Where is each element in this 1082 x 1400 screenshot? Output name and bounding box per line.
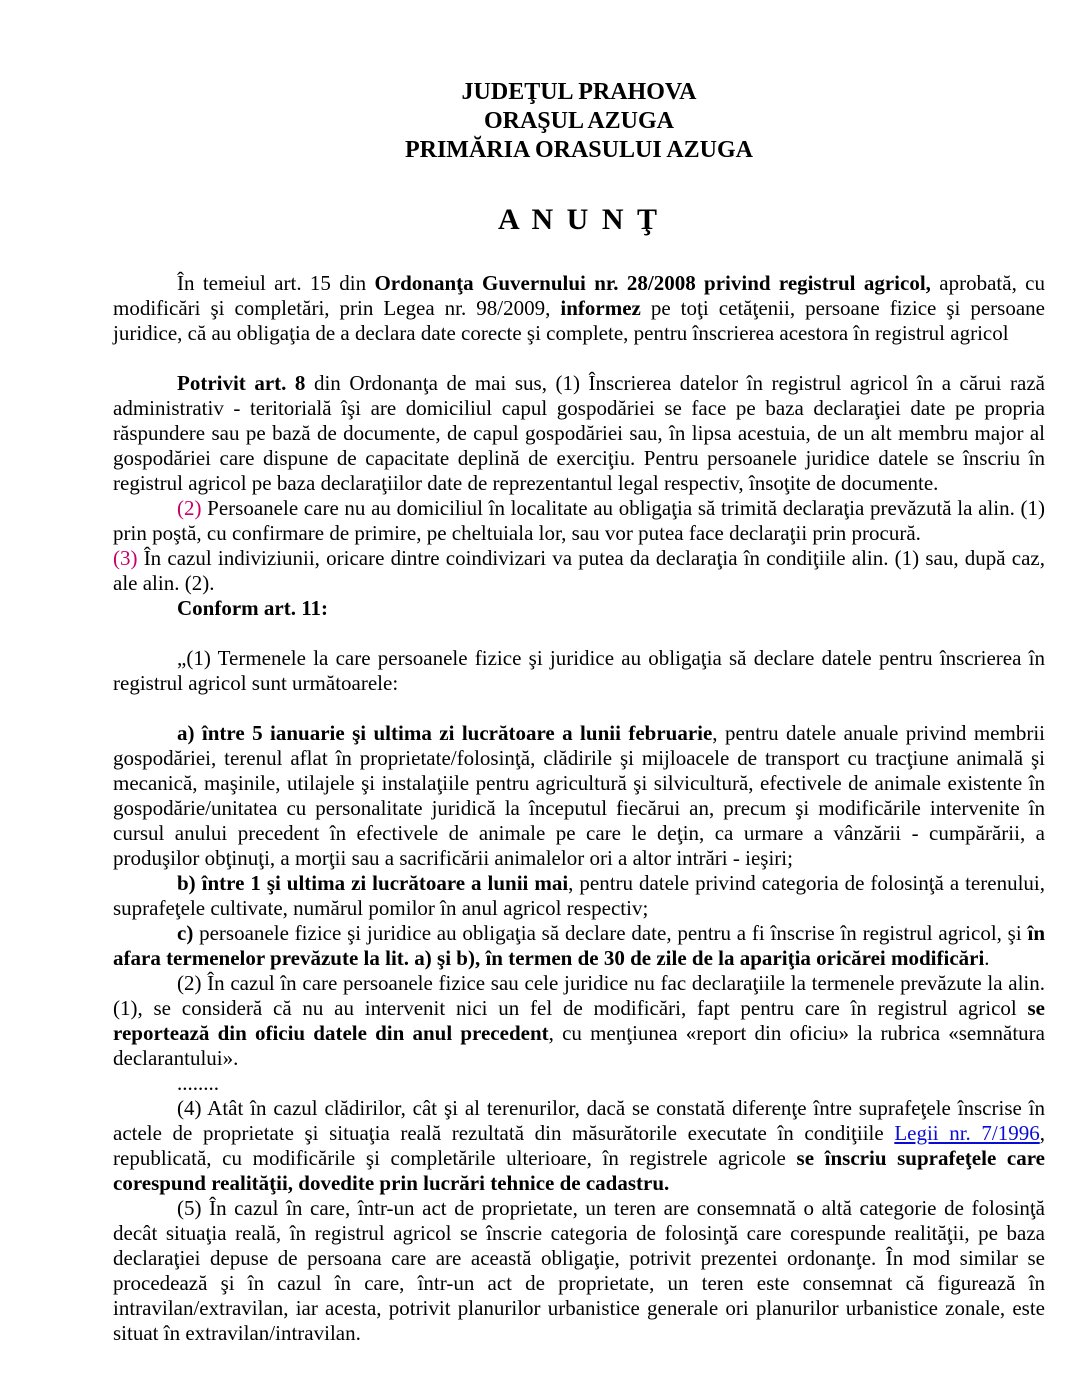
alin4-cadastru-bold: se înscriu suprafeţele care corespund realităţii, dovedite prin lucrări tehnice de cadastru. [113, 1146, 1045, 1195]
paragraph-lit-b [113, 871, 1045, 921]
lit-c-period: . [984, 946, 990, 970]
intro-text-start: În temeiul art. 15 din [177, 271, 375, 295]
paragraph-alin5 [113, 1196, 1045, 1346]
report-text-end: , cu menţiunea «report din oficiu» la rubrica «semnătura declarantului». [113, 1021, 1045, 1070]
alin4-text-start: (4) Atât în cazul clădirilor, cât şi al terenurilor, dacă se constată diferenţe între suprafeţele înscrise în actele de proprietate şi situaţia reală rezultată din măsurătorile executate în condiţiile [113, 1096, 1045, 1145]
alin2-text: Persoanele care nu au domiciliul în localitate au obligaţia să trimită declaraţia prevăzută la alin. (1) prin poştă, cu confirmare de primire, pe cheltuiala lor, sau vor putea face declaraţii prin procură. [113, 496, 1045, 545]
paragraph-lit-a [113, 721, 1045, 871]
header-institution: PRIMĂRIA ORASULUI AZUGA [404, 137, 754, 163]
lit-b-text: , pentru datele privind categoria de folosinţă a terenului, suprafeţele cultivate, numărul pomilor în anul agricol respectiv; [113, 871, 1045, 920]
paragraph-ellipsis [113, 1071, 1045, 1096]
paragraph-alin4 [113, 1096, 1045, 1196]
alin2-marker-red: (2) [177, 496, 202, 520]
lit-c-deadline-bold: în afara termenelor prevăzute la lit. a) şi b), în termen de 30 de zile de la apariţia oricărei modificări [113, 921, 1045, 970]
lit-a-text: , pentru datele anuale privind membrii gospodăriei, terenul aflat în proprietate/folosinţă, clădirile şi mijloacele de transport cu tracţiune animală şi mecanică, maşinile, utilajele şi instalaţiile pentru agricultură şi silvicultură, efectivele de animale existente în gospodărie/unitatea cu personalitate juridică la începutul fiecărui an, precum şi modificările intervenite în cursul anului precedent în efectivele de animale pe care le deţin, ca urmare a vânzării - cumpărării, a produşilor obţinuţi, a morţii sau a sacrificării animalelor ori a altor intrări - ieşiri; [113, 721, 1046, 870]
intro-text-mid: aprobată, cu modificări şi completări, prin Legea nr. 98/2009, [113, 271, 1045, 320]
art8-label-bold: Potrivit art. 8 [177, 371, 306, 395]
paragraph-intro [113, 271, 1045, 346]
lit-c-label-bold: c) [177, 921, 194, 945]
alin5-text: (5) În cazul în care, într-un act de proprietate, un teren are consemnată o altă categorie de folosinţă decât situaţia reală, în registrul agricol se înscrie categoria de folosinţă care corespunde realităţii, pe baza declaraţiei depuse de persoana care are această obligaţie, potrivit prezentei ordonanţe. În mod similar se procedează şi în cazul în care, într-un act de proprietate, un teren este consemnat că figurează în intravilan/extravilan, iar acesta, potrivit planurilor urbanistice generale ori planurilor urbanistice zonale, este situat în extravilan/intravilan. [113, 1196, 1045, 1345]
intro-text-end: pe toţi cetăţenii, persoane fizice şi persoane juridice, că au obligaţia de a declara date corecte şi complete, pentru înscrierea acestora în registrul agricol [113, 296, 1045, 345]
lit-a-deadline-bold: a) între 5 ianuarie şi ultima zi lucrătoare a lunii februarie [177, 721, 713, 745]
paragraph-alin2 [113, 496, 1045, 546]
paragraph-alin3 [113, 546, 1045, 596]
paragraph-report-oficiu [113, 971, 1045, 1071]
paragraph-conform-art11 [113, 596, 1045, 621]
header-city: ORAŞUL AZUGA [483, 108, 675, 134]
paragraph-art8 [113, 371, 1045, 496]
alin3-marker-red: (3) [113, 546, 138, 570]
art8-text: din Ordonanţa de mai sus, (1) Înscrierea datelor în registrul agricol în a cărui rază administrativ - teritorială îşi are domiciliul capul gospodăriei se face pe baza declaraţiei date pe propria răspundere sau pe bază de documente, de capul gospodăriei sau, în lipsa acestuia, de un alt membru major al gospodăriei care dispune de capacitate deplină de exerciţiu. Pentru persoanele juridice datele se înscriu în registrul agricol pe baza declaraţiilor date de reprezentantul legal respectiv, însoţite de documente. [113, 371, 1046, 495]
alin4-text-mid: , republicată, cu modificările şi completările ulterioare, în registrele agricole [113, 1121, 1045, 1170]
termene-intro-text: „(1) Termenele la care persoanele fizice şi juridice au obligaţia să declare datele pentru înscrierea în registrul agricol sunt următoarele: [113, 646, 1045, 695]
link-legii-7-1996[interactable]: Legii nr. 7/1996 [894, 1121, 1040, 1145]
lit-b-deadline-bold: b) între 1 şi ultima zi lucrătoare a lunii mai [177, 871, 569, 895]
report-text-start: (2) În cazul în care persoanele fizice sau cele juridice nu fac declaraţiile la termenele prevăzute la alin. (1), se consideră că nu au intervenit nici un fel de modificări, fapt pentru care în registrul agricol [113, 971, 1045, 1020]
conform-art11-bold: Conform art. 11: [177, 596, 329, 620]
header-county: JUDEŢUL PRAHOVA [461, 79, 697, 105]
document-title: A N U N Ţ [497, 203, 660, 236]
paragraph-termene-intro [113, 646, 1045, 696]
ellipsis-dots: ........ [177, 1071, 219, 1095]
report-oficiu-bold: se reportează din oficiu datele din anul precedent [113, 996, 1045, 1045]
ordinance-reference-bold: Ordonanţa Guvernului nr. 28/2008 privind registrul agricol, [374, 271, 931, 295]
lit-c-text: persoanele fizice şi juridice au obligaţia să declare date, pentru a fi înscrise în registrul agricol, şi [193, 921, 1028, 945]
alin3-text: În cazul indiviziunii, oricare dintre coindivizari va putea da declaraţia în condiţiile alin. (1) sau, după caz, ale alin. (2). [113, 546, 1045, 595]
paragraph-lit-c [113, 921, 1045, 971]
informez-bold: informez [560, 296, 641, 320]
